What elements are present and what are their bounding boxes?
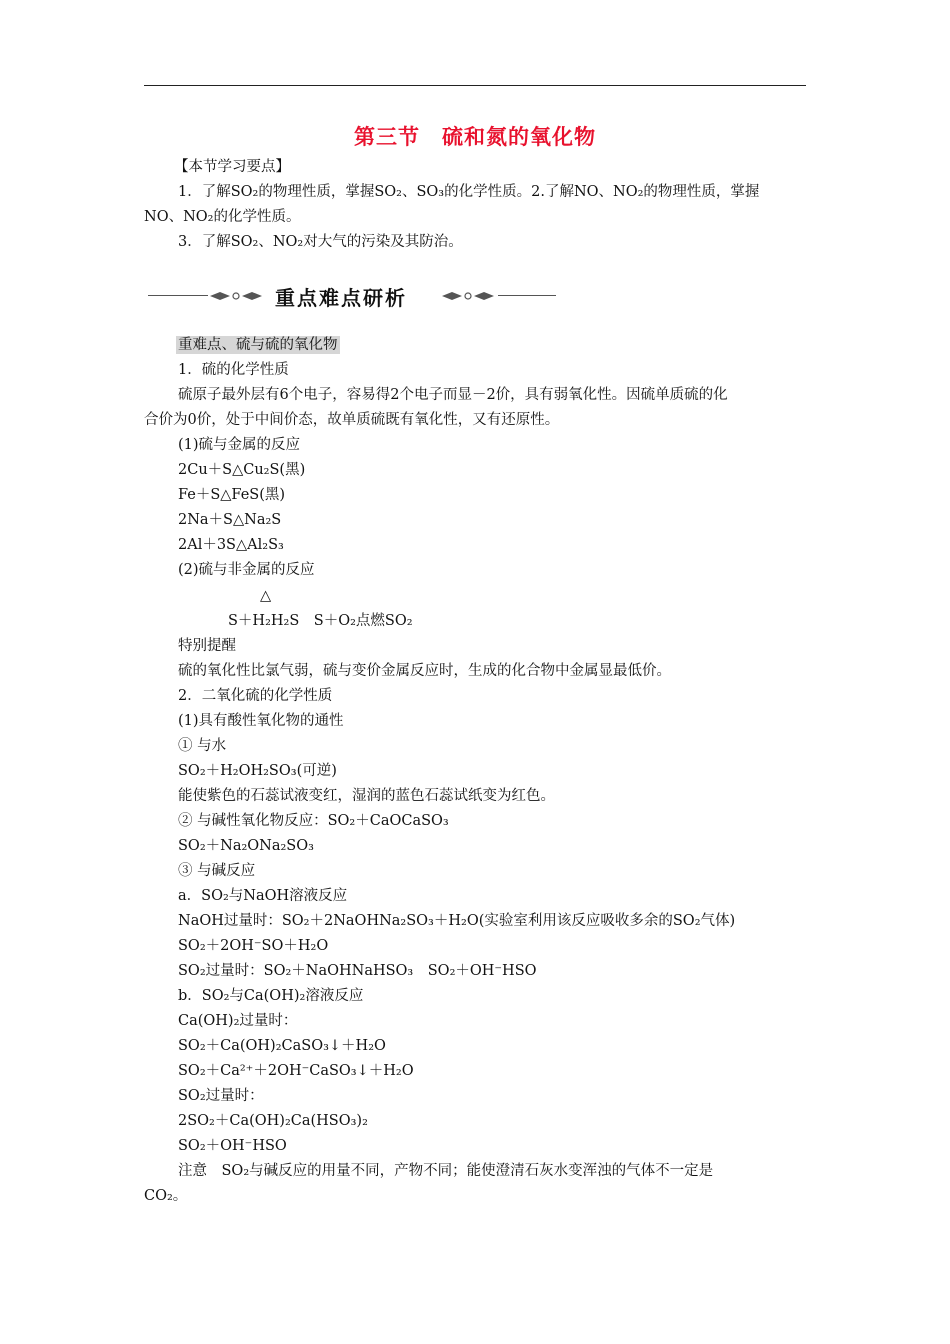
attention-line: 注意 SO₂与碱反应的用量不同，产物不同；能使澄清石灰水变浑浊的气体不一定是 (178, 1163, 714, 1179)
section-banner (148, 281, 558, 311)
key-point-line: 1．了解SO₂的物理性质，掌握SO₂、SO₃的化学性质。2.了解NO、NO₂的物理性质，掌握 (178, 184, 760, 200)
equation: SO₂＋Ca(OH)₂CaSO₃↓＋H₂O (178, 1038, 386, 1054)
paragraph-line: Ca(OH)₂过量时： (178, 1013, 298, 1029)
equation: 2SO₂＋Ca(OH)₂Ca(HSO₃)₂ (178, 1113, 368, 1129)
subheading: (2)硫与非金属的反应 (178, 562, 315, 578)
ornament-icon (208, 289, 266, 303)
section-banner-title: 重点难点研析 (275, 286, 407, 310)
key-point-line: NO、NO₂的化学性质。 (144, 209, 301, 225)
equation: SO₂＋2OH⁻SO＋H₂O (178, 938, 329, 954)
page-title: 第三节 硫和氮的氧化物 (354, 125, 596, 149)
subheading: (1)具有酸性氧化物的通性 (178, 713, 344, 729)
note-text: 硫的氧化性比氯气弱，硫与变价金属反应时，生成的化合物中金属显最低价。 (178, 663, 671, 679)
topic-heading: 重难点、硫与硫的氧化物 (178, 337, 338, 353)
note-title: 特别提醒 (178, 638, 236, 654)
list-item: ③ 与碱反应 (178, 863, 256, 879)
equation: 2Cu＋S△Cu₂S(黑) (178, 462, 306, 478)
paragraph-line: 能使紫色的石蕊试液变红，湿润的蓝色石蕊试纸变为红色。 (178, 788, 555, 804)
ornament-icon (440, 289, 498, 303)
paragraph-line: SO₂过量时： (178, 1088, 264, 1104)
subheading: 1．硫的化学性质 (178, 362, 289, 378)
equation: 2Na＋S△Na₂S (178, 512, 282, 528)
header-rule (144, 85, 806, 86)
key-points-heading: 【本节学习要点】 (174, 159, 290, 175)
delta-symbol: △ (260, 588, 272, 604)
list-item: b．SO₂与Ca(OH)₂溶液反应 (178, 988, 364, 1004)
equation: SO₂＋H₂OH₂SO₃(可逆) (178, 763, 337, 779)
equation: SO₂＋OH⁻HSO (178, 1138, 287, 1154)
equation: S＋H₂H₂S S＋O₂点燃SO₂ (228, 613, 413, 629)
paragraph-line: 合价为0价，处于中间价态，故单质硫既有氧化性，又有还原性。 (144, 412, 560, 428)
equation: SO₂＋Na₂ONa₂SO₃ (178, 838, 314, 854)
list-item: ② 与碱性氧化物反应：SO₂＋CaOCaSO₃ (178, 813, 449, 829)
equation: 2Al＋3S△Al₂S₃ (178, 537, 284, 553)
equation: SO₂过量时：SO₂＋NaOHNaHSO₃ SO₂＋OH⁻HSO (178, 963, 537, 979)
subheading: 2．二氧化硫的化学性质 (178, 688, 333, 704)
list-item: a．SO₂与NaOH溶液反应 (178, 888, 348, 904)
subheading: (1)硫与金属的反应 (178, 437, 301, 453)
paragraph-line: 硫原子最外层有6个电子，容易得2个电子而显－2价，具有弱氧化性。因硫单质硫的化 (178, 387, 728, 403)
equation: SO₂＋Ca²⁺＋2OH⁻CaSO₃↓＋H₂O (178, 1063, 414, 1079)
attention-line: CO₂。 (144, 1188, 188, 1204)
list-item: ① 与水 (178, 738, 227, 754)
equation: NaOH过量时：SO₂＋2NaOHNa₂SO₃＋H₂O(实验室利用该反应吸收多余的SO₂气体) (178, 913, 736, 929)
key-point-line: 3．了解SO₂、NO₂对大气的污染及其防治。 (178, 234, 463, 250)
equation: Fe＋S△FeS(黑) (178, 487, 286, 503)
